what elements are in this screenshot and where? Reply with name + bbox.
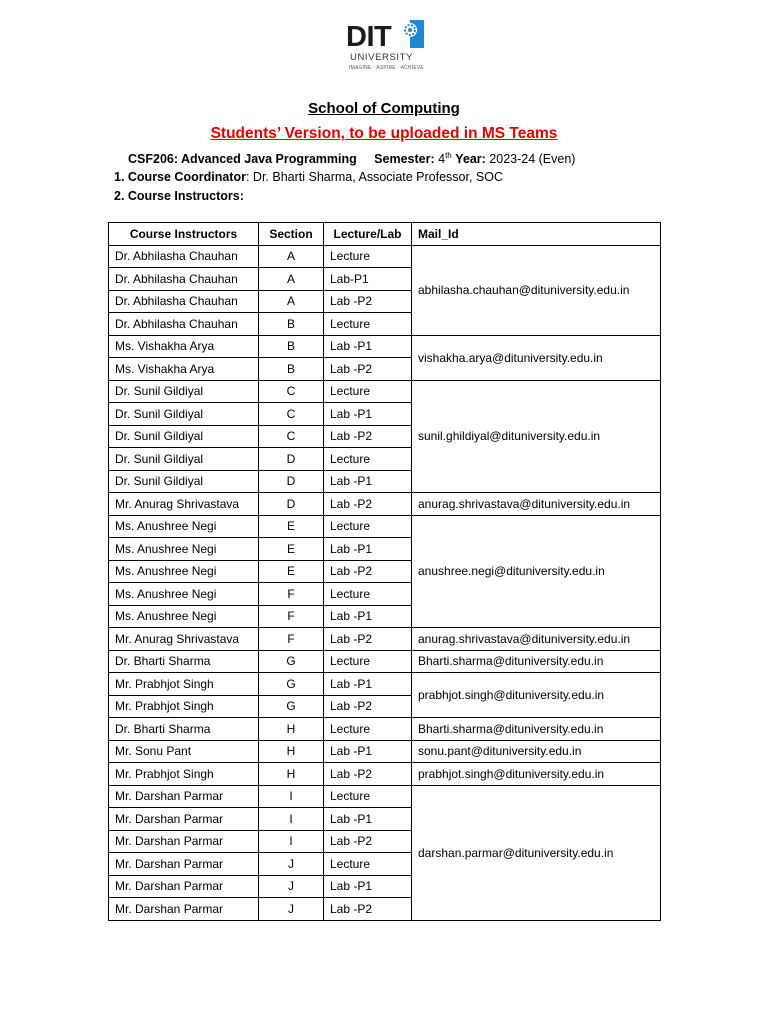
school-title: School of Computing: [308, 100, 460, 117]
course-code: CSF206: Advanced Java Programming: [128, 152, 357, 166]
lecture-lab-cell: Lab -P1: [324, 605, 412, 628]
table-row: [109, 740, 661, 763]
section-cell: A: [259, 290, 324, 313]
instructor-name: Mr. Prabhjot Singh: [109, 673, 259, 696]
section-cell: I: [259, 808, 324, 831]
section-cell: E: [259, 538, 324, 561]
coordinator-label: 1. Course Coordinator: [114, 170, 246, 184]
section-cell: J: [259, 853, 324, 876]
instructor-name: Mr. Prabhjot Singh: [109, 763, 259, 786]
table-row: [109, 763, 661, 786]
lecture-lab-cell: Lab -P1: [324, 335, 412, 358]
mail-id-cell: anurag.shrivastava@dituniversity.edu.in: [412, 628, 661, 651]
section-cell: D: [259, 470, 324, 493]
instructor-name: Mr. Anurag Shrivastava: [109, 493, 259, 516]
lecture-lab-cell: Lab -P1: [324, 470, 412, 493]
section-cell: B: [259, 358, 324, 381]
table-header-row: [109, 223, 661, 246]
section-cell: H: [259, 718, 324, 741]
header-instructors: Course Instructors: [109, 223, 259, 246]
instructor-name: Mr. Darshan Parmar: [109, 853, 259, 876]
section-cell: D: [259, 448, 324, 471]
instructor-name: Mr. Darshan Parmar: [109, 785, 259, 808]
table-row: [109, 650, 661, 673]
mail-id-cell: sunil.ghildiyal@dituniversity.edu.in: [412, 380, 661, 493]
lecture-lab-cell: Lab -P2: [324, 628, 412, 651]
coordinator-line: [114, 169, 503, 185]
instructor-name: Dr. Sunil Gildiyal: [109, 470, 259, 493]
table-row: [109, 335, 661, 358]
table-row: [109, 628, 661, 651]
logo-brand: DIT: [346, 21, 392, 53]
mail-id-cell: Bharti.sharma@dituniversity.edu.in: [412, 650, 661, 673]
coordinator-value: : Dr. Bharti Sharma, Associate Professor, SOC: [245, 170, 504, 184]
lecture-lab-cell: Lab -P2: [324, 358, 412, 381]
table-row: [109, 673, 661, 696]
year-label: Year:: [455, 152, 486, 166]
instructor-name: Mr. Anurag Shrivastava: [109, 628, 259, 651]
section-cell: H: [259, 763, 324, 786]
lecture-lab-cell: Lab -P2: [324, 493, 412, 516]
section-cell: A: [259, 268, 324, 291]
gear-icon: [400, 18, 426, 52]
lecture-lab-cell: Lecture: [324, 583, 412, 606]
lecture-lab-cell: Lab -P1: [324, 403, 412, 426]
header-lecture-lab: Lecture/Lab: [324, 223, 412, 246]
instructor-name: Dr. Abhilasha Chauhan: [109, 290, 259, 313]
section-cell: H: [259, 740, 324, 763]
lecture-lab-cell: Lecture: [324, 853, 412, 876]
mail-id-cell: prabhjot.singh@dituniversity.edu.in: [412, 673, 661, 718]
section-cell: G: [259, 695, 324, 718]
version-subtitle: Students’ Version, to be uploaded in MS Teams: [210, 125, 558, 142]
section-cell: J: [259, 875, 324, 898]
instructor-name: Dr. Sunil Gildiyal: [109, 380, 259, 403]
section-cell: E: [259, 515, 324, 538]
section-cell: G: [259, 650, 324, 673]
section-cell: B: [259, 313, 324, 336]
instructor-name: Dr. Sunil Gildiyal: [109, 448, 259, 471]
instructor-name: Ms. Anushree Negi: [109, 583, 259, 606]
lecture-lab-cell: Lab -P1: [324, 808, 412, 831]
table-row: [109, 515, 661, 538]
year-value: 2023-24 (Even): [489, 152, 576, 166]
mail-id-cell: sonu.pant@dituniversity.edu.in: [412, 740, 661, 763]
lecture-lab-cell: Lab -P1: [324, 740, 412, 763]
lecture-lab-cell: Lab -P2: [324, 560, 412, 583]
instructor-name: Ms. Anushree Negi: [109, 515, 259, 538]
section-cell: I: [259, 830, 324, 853]
table-row: [109, 493, 661, 516]
section-cell: F: [259, 605, 324, 628]
section-cell: F: [259, 628, 324, 651]
instructor-name: Mr. Darshan Parmar: [109, 875, 259, 898]
lecture-lab-cell: Lab -P1: [324, 673, 412, 696]
lecture-lab-cell: Lecture: [324, 785, 412, 808]
section-cell: C: [259, 403, 324, 426]
instructor-name: Dr. Abhilasha Chauhan: [109, 268, 259, 291]
lecture-lab-cell: Lecture: [324, 718, 412, 741]
university-logo: [346, 18, 428, 78]
mail-id-cell: anurag.shrivastava@dituniversity.edu.in: [412, 493, 661, 516]
instructors-label: 2. Course Instructors:: [114, 189, 244, 203]
semester-label: Semester:: [374, 152, 435, 166]
lecture-lab-cell: Lecture: [324, 313, 412, 336]
section-cell: C: [259, 380, 324, 403]
table-body: [109, 245, 661, 920]
instructor-name: Dr. Bharti Sharma: [109, 718, 259, 741]
section-cell: G: [259, 673, 324, 696]
course-line: [128, 151, 575, 167]
mail-id-cell: prabhjot.singh@dituniversity.edu.in: [412, 763, 661, 786]
lecture-lab-cell: Lab -P2: [324, 830, 412, 853]
instructor-name: Dr. Sunil Gildiyal: [109, 403, 259, 426]
semester-number: 4: [438, 152, 446, 166]
lecture-lab-cell: Lab-P1: [324, 268, 412, 291]
table-row: [109, 785, 661, 808]
mail-id-cell: anushree.negi@dituniversity.edu.in: [412, 515, 661, 628]
lecture-lab-cell: Lecture: [324, 245, 412, 268]
lecture-lab-cell: Lecture: [324, 448, 412, 471]
table-row: [109, 718, 661, 741]
section-cell: E: [259, 560, 324, 583]
header-mail-id: Mail_Id: [412, 223, 661, 246]
instructor-name: Mr. Darshan Parmar: [109, 830, 259, 853]
section-cell: I: [259, 785, 324, 808]
lecture-lab-cell: Lab -P1: [324, 538, 412, 561]
lecture-lab-cell: Lab -P2: [324, 290, 412, 313]
section-cell: A: [259, 245, 324, 268]
mail-id-cell: abhilasha.chauhan@dituniversity.edu.in: [412, 245, 661, 335]
instructor-name: Mr. Darshan Parmar: [109, 808, 259, 831]
lecture-lab-cell: Lecture: [324, 650, 412, 673]
instructor-name: Ms. Anushree Negi: [109, 538, 259, 561]
lecture-lab-cell: Lab -P2: [324, 763, 412, 786]
instructor-name: Dr. Abhilasha Chauhan: [109, 245, 259, 268]
instructor-name: Ms. Vishakha Arya: [109, 335, 259, 358]
logo-tagline: IMAGINE · ASPIRE · ACHIEVE: [349, 65, 424, 71]
section-cell: F: [259, 583, 324, 606]
instructor-name: Dr. Sunil Gildiyal: [109, 425, 259, 448]
lecture-lab-cell: Lab -P2: [324, 898, 412, 921]
instructor-name: Dr. Abhilasha Chauhan: [109, 313, 259, 336]
instructor-name: Dr. Bharti Sharma: [109, 650, 259, 673]
lecture-lab-cell: Lab -P2: [324, 425, 412, 448]
instructor-name: Ms. Anushree Negi: [109, 605, 259, 628]
mail-id-cell: Bharti.sharma@dituniversity.edu.in: [412, 718, 661, 741]
section-cell: C: [259, 425, 324, 448]
section-cell: B: [259, 335, 324, 358]
instructor-name: Mr. Darshan Parmar: [109, 898, 259, 921]
section-cell: J: [259, 898, 324, 921]
instructor-name: Mr. Prabhjot Singh: [109, 695, 259, 718]
table-row: [109, 380, 661, 403]
mail-id-cell: darshan.parmar@dituniversity.edu.in: [412, 785, 661, 920]
logo-subtitle: UNIVERSITY: [350, 52, 414, 63]
semester-suffix: th: [445, 150, 452, 160]
instructor-name: Ms. Anushree Negi: [109, 560, 259, 583]
table-row: [109, 245, 661, 268]
instructor-name: Mr. Sonu Pant: [109, 740, 259, 763]
instructor-name: Ms. Vishakha Arya: [109, 358, 259, 381]
lecture-lab-cell: Lecture: [324, 380, 412, 403]
lecture-lab-cell: Lecture: [324, 515, 412, 538]
instructor-table: [108, 222, 661, 921]
lecture-lab-cell: Lab -P2: [324, 695, 412, 718]
section-cell: D: [259, 493, 324, 516]
lecture-lab-cell: Lab -P1: [324, 875, 412, 898]
instructors-line: [114, 188, 244, 204]
mail-id-cell: vishakha.arya@dituniversity.edu.in: [412, 335, 661, 380]
header-section: Section: [259, 223, 324, 246]
